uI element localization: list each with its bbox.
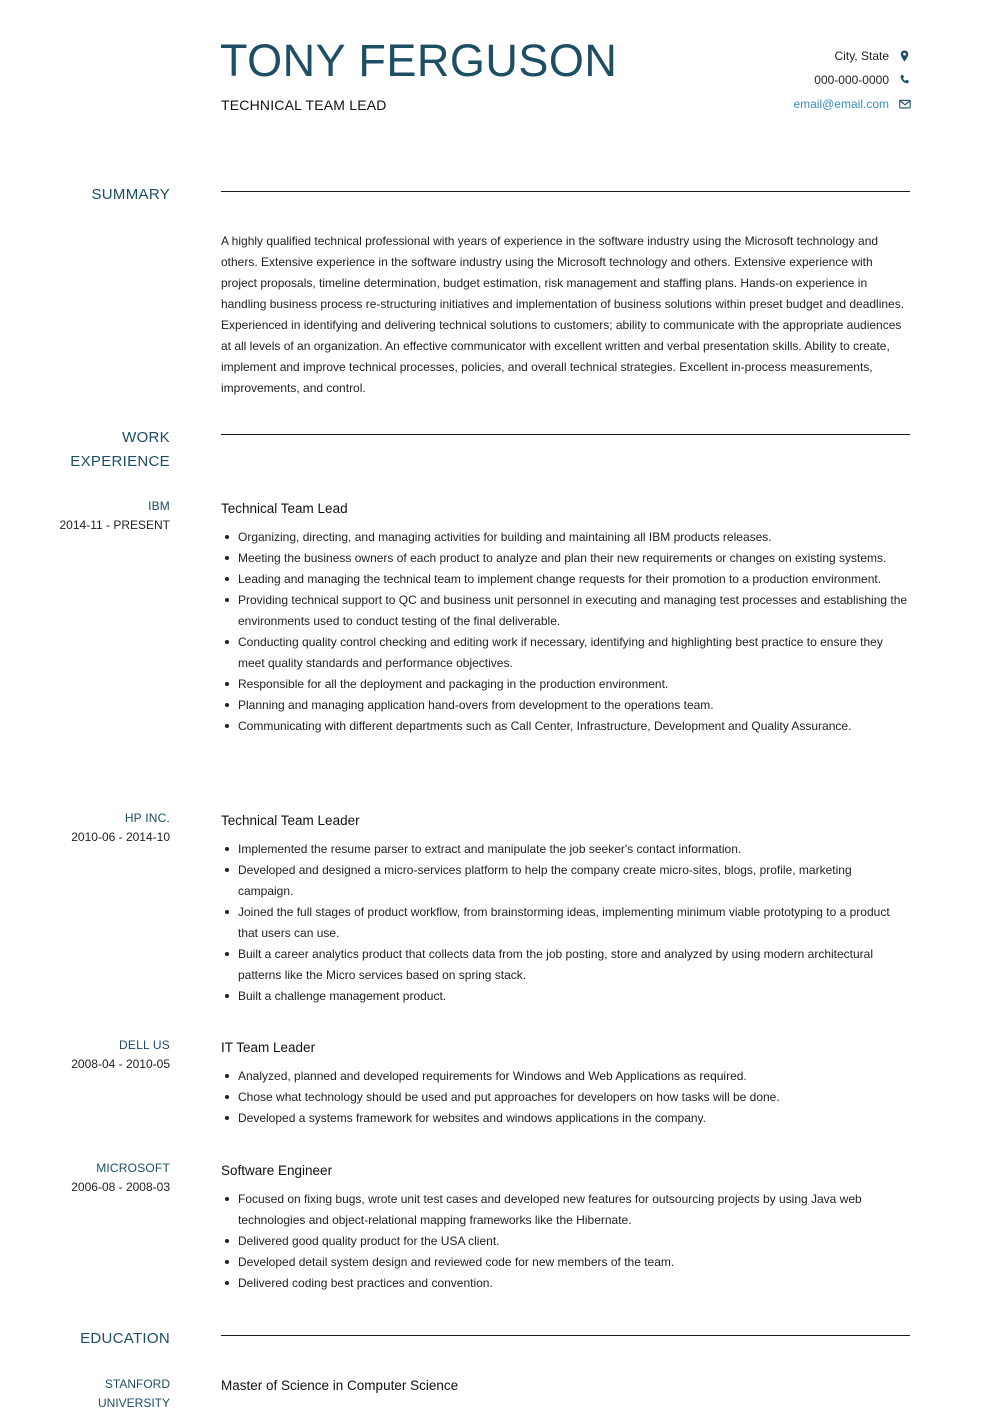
job-meta bbox=[71, 809, 170, 847]
job-company: IBM bbox=[148, 499, 170, 513]
job-bullet: Delivered coding best practices and convention. bbox=[221, 1273, 910, 1294]
job-meta bbox=[71, 1159, 170, 1197]
job-dates: 2014-11 - PRESENT bbox=[59, 518, 170, 532]
job-title: IT Team Leader bbox=[221, 1040, 316, 1055]
education-school bbox=[98, 1375, 170, 1410]
section-title-line: EXPERIENCE bbox=[70, 453, 170, 470]
job-bullet: Communicating with different departments such as Call Center, Infrastructure, Development and Quality Assurance. bbox=[221, 716, 910, 737]
contact-location bbox=[793, 44, 910, 68]
section-title-education: EDUCATION bbox=[80, 1330, 170, 1347]
job-entry bbox=[221, 812, 910, 1007]
job-bullet: Organizing, directing, and managing activities for building and maintaining all IBM products releases. bbox=[221, 527, 910, 548]
job-dates: 2010-06 - 2014-10 bbox=[71, 830, 170, 844]
email-link[interactable]: email@email.com bbox=[793, 97, 889, 111]
job-title: Software Engineer bbox=[221, 1163, 333, 1178]
section-divider bbox=[221, 434, 910, 435]
school-name-line: UNIVERSITY bbox=[97, 1396, 170, 1410]
envelope-icon bbox=[899, 98, 910, 110]
job-bullet: Focused on fixing bugs, wrote unit test cases and developed new features for outsourcing projects by using Java web technologies and object-relational mapping frameworks like the Hibernate. bbox=[221, 1189, 910, 1231]
school-name-line: STANFORD bbox=[104, 1377, 170, 1391]
job-company: HP INC. bbox=[124, 811, 170, 825]
job-dates: 2008-04 - 2010-05 bbox=[71, 1057, 170, 1071]
job-bullet: Chose what technology should be used and put approaches for developers on how tasks will be done. bbox=[221, 1087, 910, 1108]
section-divider bbox=[221, 191, 910, 192]
job-bullet: Conducting quality control checking and editing work if necessary, identifying and highlighting best practice to ensure they meet quality standards and performance objectives. bbox=[221, 632, 910, 674]
job-bullet: Providing technical support to QC and business unit personnel in executing and managing test processes and establishing the environments used to conduct testing of the final deliverable. bbox=[221, 590, 910, 632]
section-title-line: WORK bbox=[122, 429, 170, 446]
job-meta bbox=[60, 497, 171, 535]
job-bullet: Delivered good quality product for the USA client. bbox=[221, 1231, 910, 1252]
job-bullets bbox=[221, 527, 910, 737]
map-pin-icon bbox=[899, 50, 910, 62]
job-bullet: Built a career analytics product that collects data from the job posting, store and analyzed by using modern architectural patterns like the Micro services based on spring stack. bbox=[221, 944, 910, 986]
job-company: DELL US bbox=[119, 1038, 170, 1052]
contact-email[interactable] bbox=[793, 92, 910, 116]
job-bullets bbox=[221, 839, 910, 1007]
job-bullet: Analyzed, planned and developed requirements for Windows and Web Applications as required. bbox=[221, 1066, 910, 1087]
phone-text: 000-000-0000 bbox=[814, 73, 889, 87]
job-bullet: Developed detail system design and reviewed code for new members of the team. bbox=[221, 1252, 910, 1273]
candidate-name: TONY FERGUSON bbox=[220, 35, 618, 86]
job-company: MICROSOFT bbox=[96, 1161, 170, 1175]
job-bullet: Implemented the resume parser to extract and manipulate the job seeker's contact information. bbox=[221, 839, 910, 860]
section-title-summary: SUMMARY bbox=[91, 186, 170, 203]
job-bullet: Joined the full stages of product workflow, from brainstorming ideas, implementing minimum viable prototyping to a product that users can use. bbox=[221, 902, 910, 944]
job-meta bbox=[71, 1036, 170, 1074]
candidate-role: TECHNICAL TEAM LEAD bbox=[221, 97, 387, 113]
job-title: Technical Team Lead bbox=[221, 501, 348, 516]
job-title: Technical Team Leader bbox=[221, 813, 360, 828]
job-bullet: Meeting the business owners of each product to analyze and plan their new requirements or changes on existing systems. bbox=[221, 548, 910, 569]
job-bullet: Developed and designed a micro-services platform to help the company create micro-sites, blogs, profile, marketing campaign. bbox=[221, 860, 910, 902]
job-bullet: Developed a systems framework for websites and windows applications in the company. bbox=[221, 1108, 910, 1129]
job-entry bbox=[221, 500, 910, 737]
job-entry bbox=[221, 1162, 910, 1294]
contact-phone bbox=[793, 68, 910, 92]
location-text: City, State bbox=[834, 49, 889, 63]
section-divider bbox=[221, 1335, 910, 1336]
job-bullets bbox=[221, 1189, 910, 1294]
summary-paragraph: A highly qualified technical professional with years of experience in the software industry using the Microsoft technology and others. Extensive experience in the software industry using the Microsoft technology and others. Extensive experience with project proposals, timeline determination, budget estimation, risk management and staffing plans. Hands-on experience in handling business process re-structuring initiatives and implementation of business solutions within preset budget and deadlines. Experienced in identifying and delivering technical solutions to customers; ability to communicate with the appropriate audiences at all levels of an organization. An effective communicator with excellent written and verbal presentation skills. Ability to create, implement and improve technical processes, policies, and overall technical strategies. Excellent in-process measurements, improvements, and control. bbox=[221, 234, 905, 395]
contact-block bbox=[793, 44, 910, 116]
section-title-work-experience bbox=[70, 426, 170, 474]
job-entry bbox=[221, 1039, 910, 1129]
job-bullet: Responsible for all the deployment and packaging in the production environment. bbox=[221, 674, 910, 695]
job-dates: 2006-08 - 2008-03 bbox=[71, 1180, 170, 1194]
job-bullet: Planning and managing application hand-overs from development to the operations team. bbox=[221, 695, 910, 716]
phone-icon bbox=[899, 74, 910, 86]
job-bullet: Leading and managing the technical team to implement change requests for their promotion to a production environment. bbox=[221, 569, 910, 590]
job-bullet: Built a challenge management product. bbox=[221, 986, 910, 1007]
education-degree: Master of Science in Computer Science bbox=[221, 1378, 459, 1393]
job-bullets bbox=[221, 1066, 910, 1129]
